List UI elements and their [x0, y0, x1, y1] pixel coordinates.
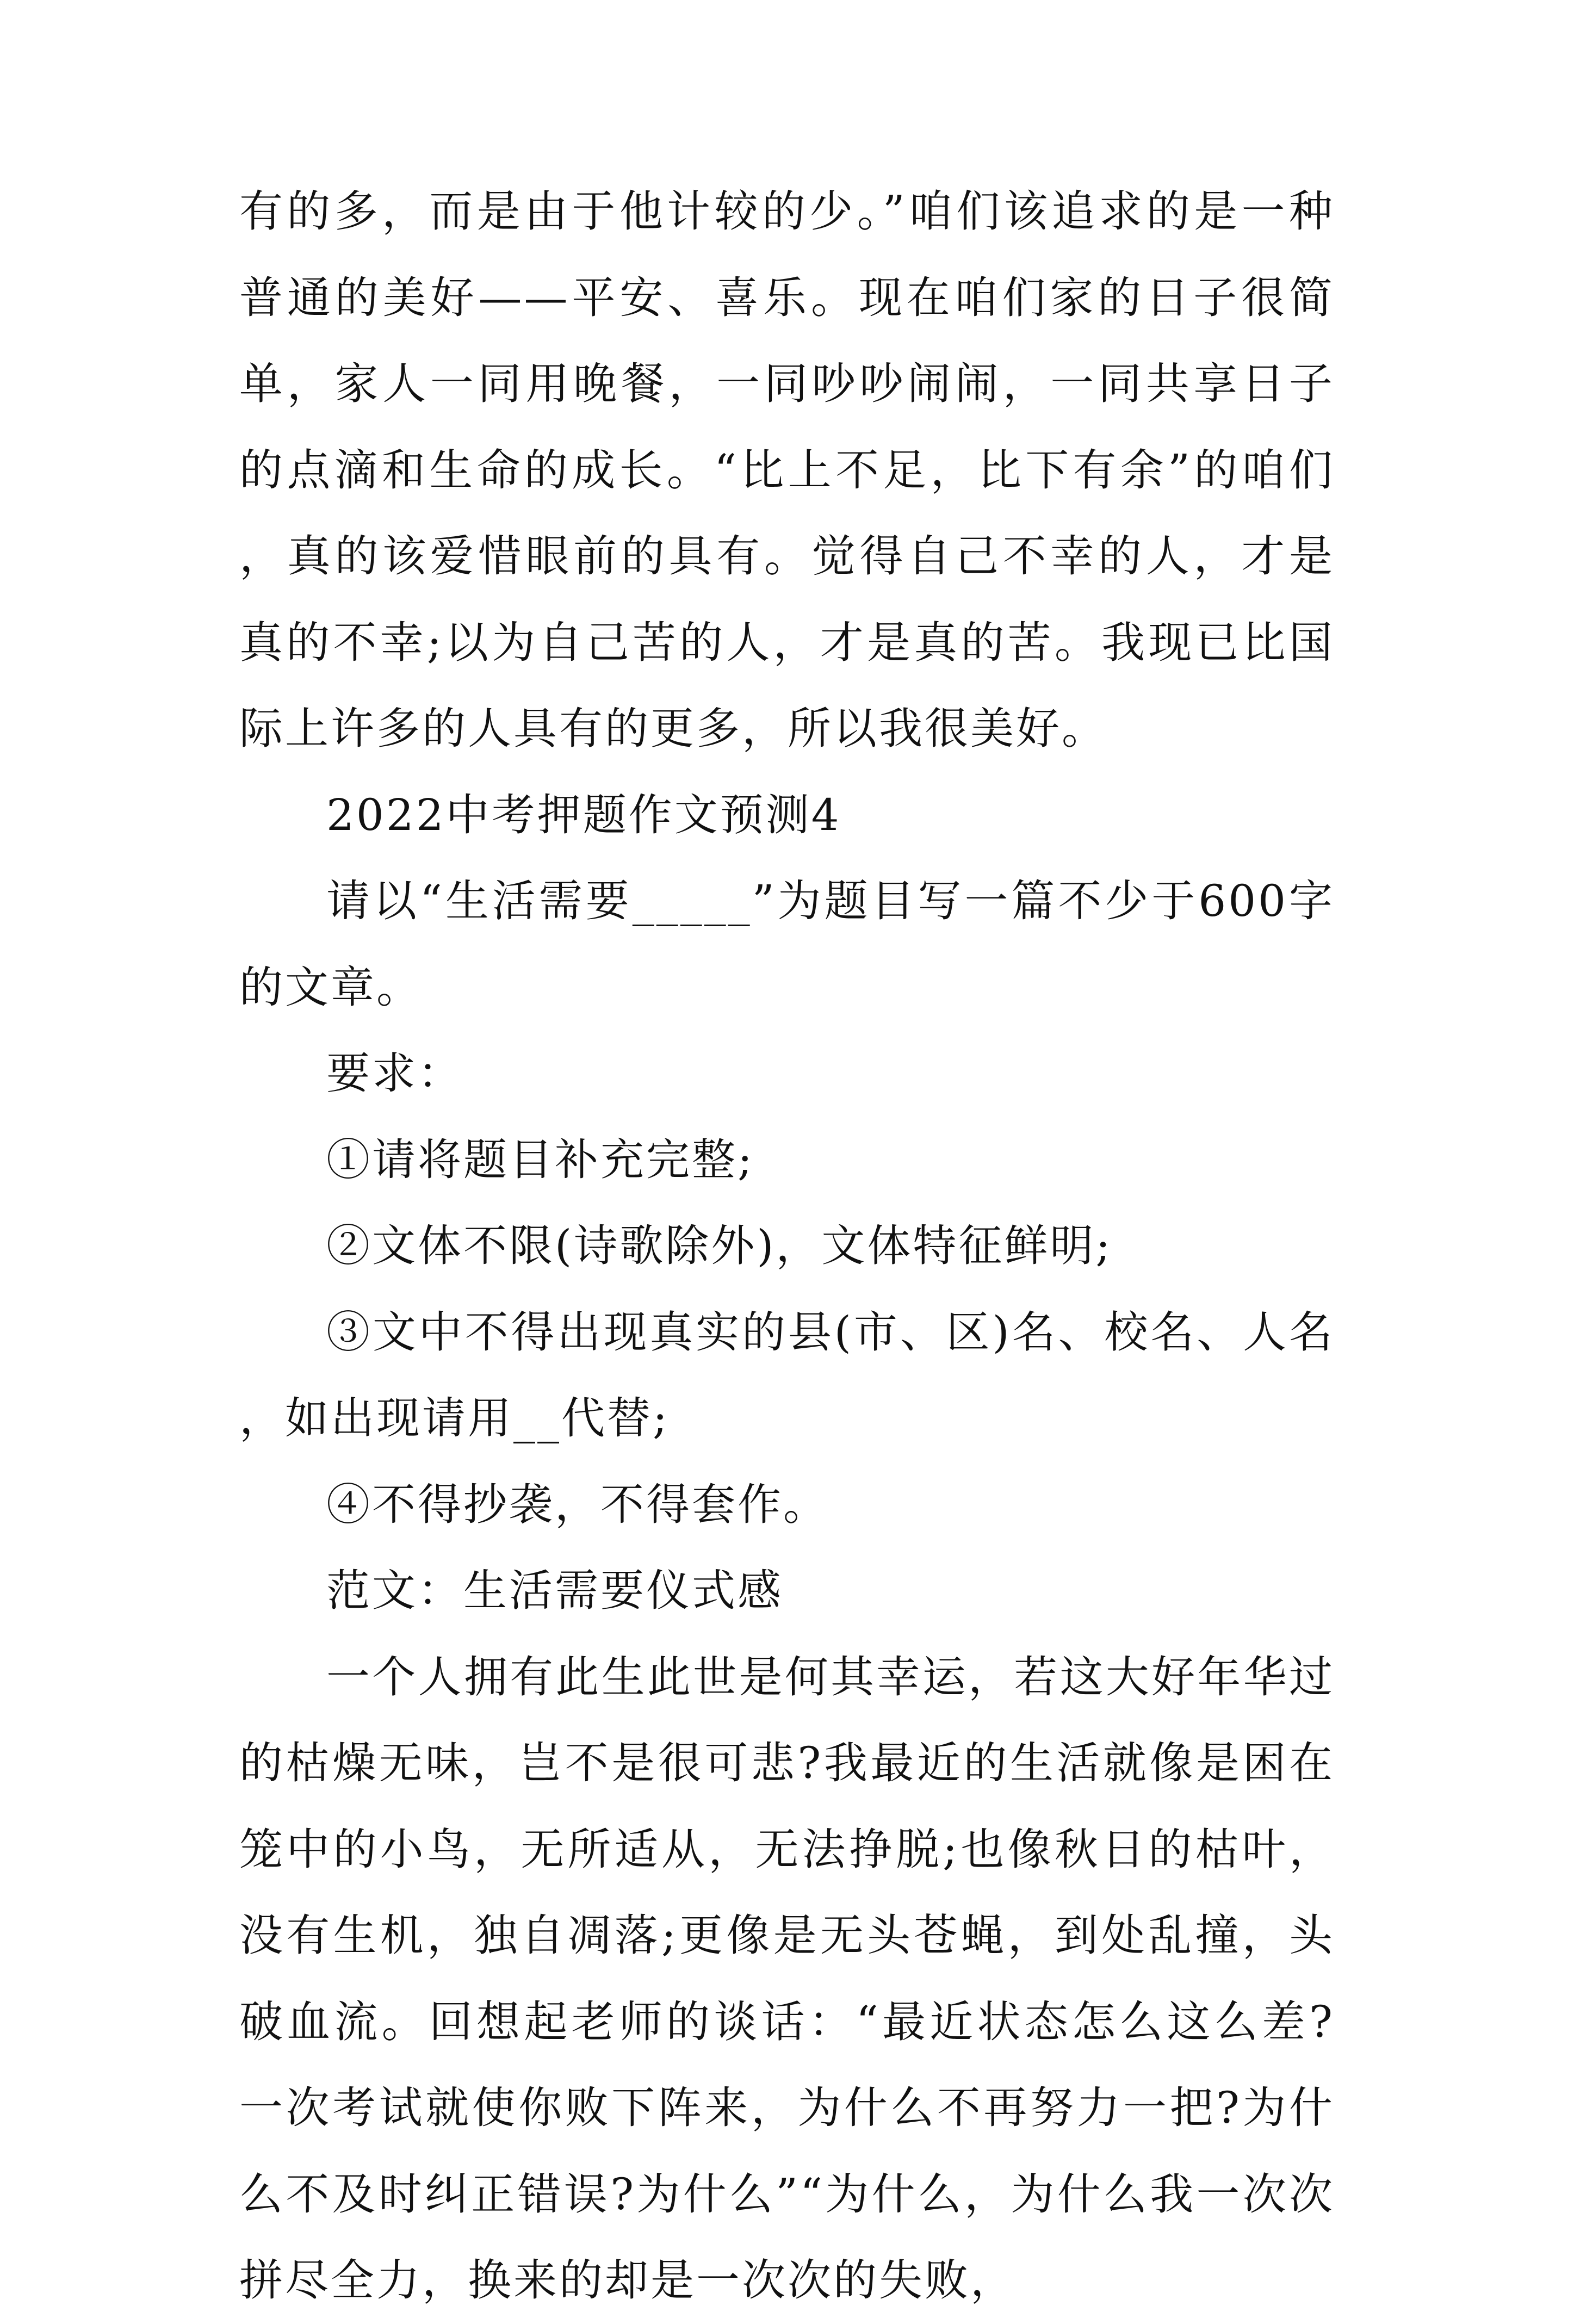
requirement-item-4: ④不得抄袭，不得套作。	[326, 1479, 829, 1530]
paragraph-continued: 有的多，而是由于他计较的少。”咱们该追求的是一种普通的美好——平安、喜乐。现在咱们家的日子很简单，家人一同用晚餐，一同吵吵闹闹，一同共享日子的点滴和生命的成长。“比上不足，比下有余”的咱们，真的该爱惜眼前的具有。觉得自己不幸的人，才是真的不幸;以为自己苦的人，才是真的苦。我现已比国际上许多的人具有的更多，所以我很美好。	[239, 186, 1335, 754]
requirements-heading: 要求：	[326, 1048, 463, 1099]
prompt-paragraph: 请以“生活需要_____”为题目写一篇不少于600字的文章。	[239, 876, 1335, 1013]
requirement-item-2: ②文体不限(诗歌除外)，文体特征鲜明;	[326, 1220, 1113, 1271]
sample-essay-paragraph: 一个人拥有此生此世是何其幸运，若这大好年华过的枯燥无味，岂不是很可悲?我最近的生活就像是困在笼中的小鸟，无所适从，无法挣脱;也像秋日的枯叶，没有生机，独自凋落;更像是无头苍蝇，到处乱撞，头破血流。回想起老师的谈话：“最近状态怎么这么差?一次考试就使你败下阵来，为什么不再努力一把?为什么不及时纠正错误?为什么”“为什么，为什么我一次次拼尽全力，换来的却是一次次的失败，	[239, 1651, 1335, 2306]
requirement-item-1: ①请将题目补充完整;	[326, 1134, 754, 1185]
essay-heading: 2022中考押题作文预测4	[326, 789, 841, 840]
requirement-item-3: ③文中不得出现真实的县(市、区)名、校名、人名，如出现请用__代替;	[239, 1306, 1335, 1443]
document-body	[239, 169, 1335, 2324]
sample-essay-title: 范文：生活需要仪式感	[326, 1565, 783, 1616]
